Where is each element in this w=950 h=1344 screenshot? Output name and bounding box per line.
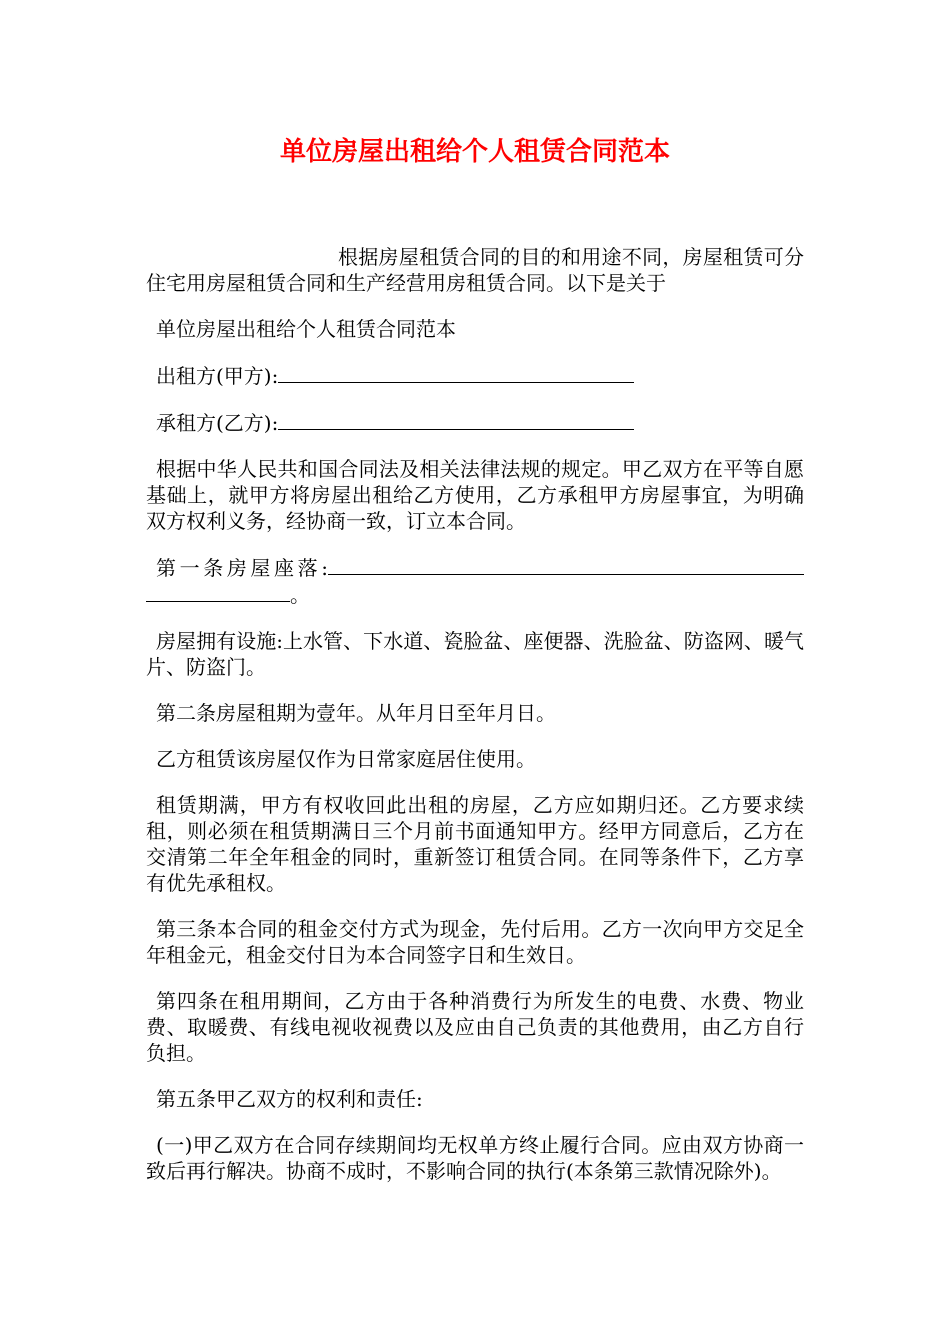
document-title: 单位房屋出租给个人租赁合同范本 xyxy=(279,137,670,167)
usage-paragraph: 乙方租赁该房屋仅作为日常家庭居住使用。 xyxy=(156,747,536,771)
article1-blank xyxy=(328,554,804,575)
lessee-label: 承租方(乙方): xyxy=(156,411,279,435)
preamble-paragraph: 根据中华人民共和国合同法及相关法律法规的规定。甲乙双方在平等自愿基础上，就甲方将房屋出租给乙方使用，乙方承租甲方房屋事宜，为明确双方权利义务，经协商一致，订立本合同。 xyxy=(146,457,804,533)
renewal-paragraph: 租赁期满，甲方有权收回此出租的房屋，乙方应如期归还。乙方要求续租，则必须在租赁期满日三个月前书面通知甲方。经甲方同意后，乙方在交清第二年全年租金的同时，重新签订租赁合同。在同等条件下，乙方享有优先承租权。 xyxy=(146,793,804,895)
lessee-line xyxy=(146,409,804,436)
article1-end: 。 xyxy=(290,583,310,607)
article2-paragraph: 第二条房屋租期为壹年。从年月日至年月日。 xyxy=(156,701,556,725)
article4-paragraph: 第四条在租用期间，乙方由于各种消费行为所发生的电费、水费、物业费、取暖费、有线电视收视费以及应由自己负责的其他费用，由乙方自行负担。 xyxy=(146,989,804,1065)
article1-line xyxy=(146,554,804,608)
article5-paragraph: 第五条甲乙双方的权利和责任: xyxy=(156,1087,423,1111)
lessor-line xyxy=(146,362,804,389)
facilities-paragraph: 房屋拥有设施:上水管、下水道、瓷脸盆、座便器、洗脸盆、防盗网、暖气片、防盗门。 xyxy=(146,629,804,679)
document-body xyxy=(146,244,804,1204)
lessor-blank xyxy=(278,362,634,383)
article1-blank-continued xyxy=(146,581,290,602)
lessee-blank xyxy=(278,409,634,430)
article1-label: 第一条房屋座落: xyxy=(156,556,328,580)
article3-paragraph: 第三条本合同的租金交付方式为现金，先付后用。乙方一次向甲方交足全年租金元，租金交付日为本合同签字日和生效日。 xyxy=(146,917,804,967)
lessor-label: 出租方(甲方): xyxy=(156,364,279,388)
clause1-paragraph: (一)甲乙双方在合同存续期间均无权单方终止履行合同。应由双方协商一致后再行解决。协商不成时，不影响合同的执行(本条第三款情况除外)。 xyxy=(146,1133,804,1183)
intro-paragraph: 根据房屋租赁合同的目的和用途不同，房屋租赁可分住宅用房屋租赁合同和生产经营用房租赁合同。以下是关于 xyxy=(146,245,804,295)
subtitle-paragraph: 单位房屋出租给个人租赁合同范本 xyxy=(156,317,456,341)
